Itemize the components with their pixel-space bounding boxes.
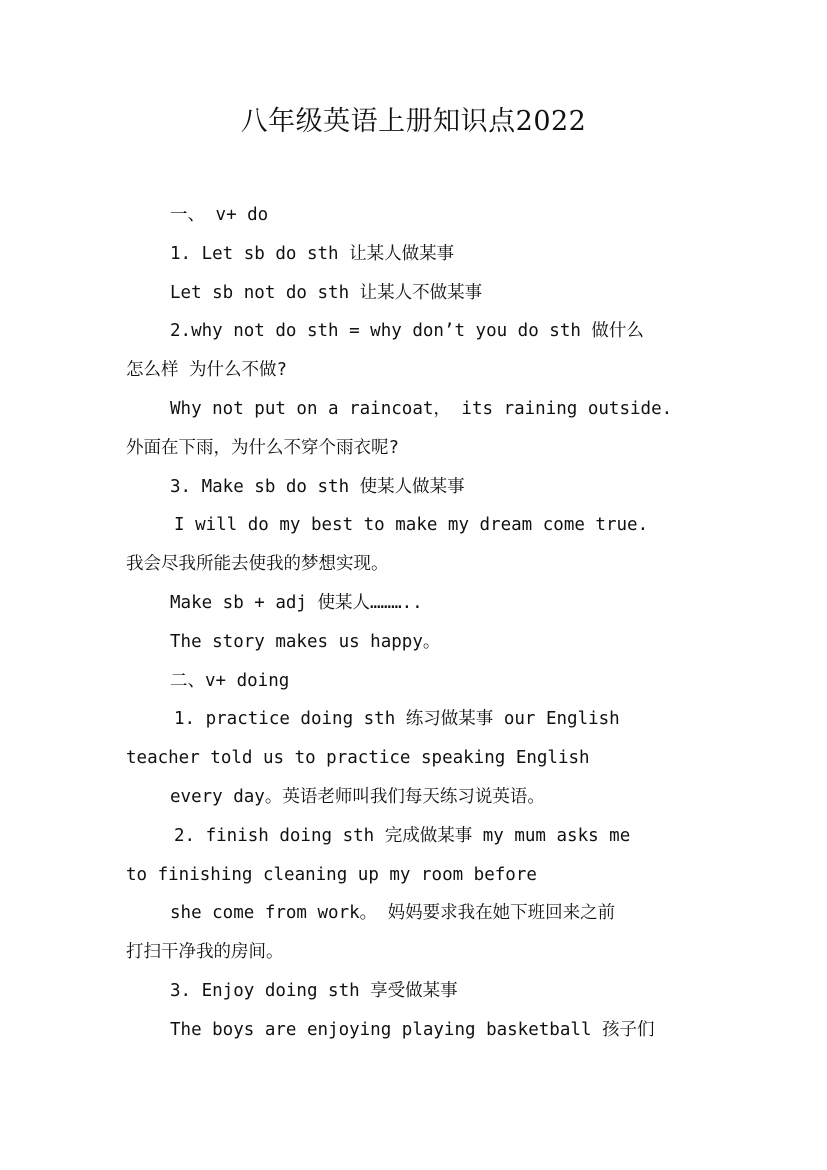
text-line: she come from work。 妈妈要求我在她下班回来之前 [170, 903, 616, 924]
text-line: Make sb + adj 使某人……….. [170, 592, 423, 613]
document-body [126, 196, 706, 1050]
text-line: 3. Enjoy doing sth 享受做某事 [170, 980, 458, 1001]
text-line: The boys are enjoying playing basketball 孩子们 [170, 1019, 655, 1040]
text-line: 3. Make sb do sth 使某人做某事 [170, 476, 465, 497]
text-line: 我会尽我所能去使我的梦想实现。 [126, 554, 389, 575]
text-line: 1. practice doing sth 练习做某事 our English [174, 709, 620, 730]
text-line: 怎么样 为什么不做? [126, 360, 288, 381]
section-heading-v-doing: 二、v+ doing [170, 670, 290, 691]
text-line: Why not put on a raincoat， its raining outside. [170, 398, 673, 419]
text-line: 1. Let sb do sth 让某人做某事 [170, 243, 455, 264]
text-line: I will do my best to make my dream come true. [174, 515, 649, 536]
text-line: 2.why not do sth = why don’t you do sth 做什么 [170, 321, 644, 342]
text-line: to finishing cleaning up my room before [126, 864, 537, 885]
text-line: 打扫干净我的房间。 [126, 942, 284, 963]
text-line: teacher told us to practice speaking English [126, 748, 590, 769]
text-line: 外面在下雨，为什么不穿个雨衣呢? [126, 437, 400, 458]
text-line: every day。英语老师叫我们每天练习说英语。 [170, 786, 545, 807]
page-title: 八年级英语上册知识点2022 [240, 106, 587, 137]
text-line: 2. finish doing sth 完成做某事 my mum asks me [174, 825, 631, 846]
text-line: The story makes us happy。 [170, 631, 441, 652]
text-line: Let sb not do sth 让某人不做某事 [170, 282, 483, 303]
section-heading-v-do: 一、 v+ do [170, 205, 269, 225]
